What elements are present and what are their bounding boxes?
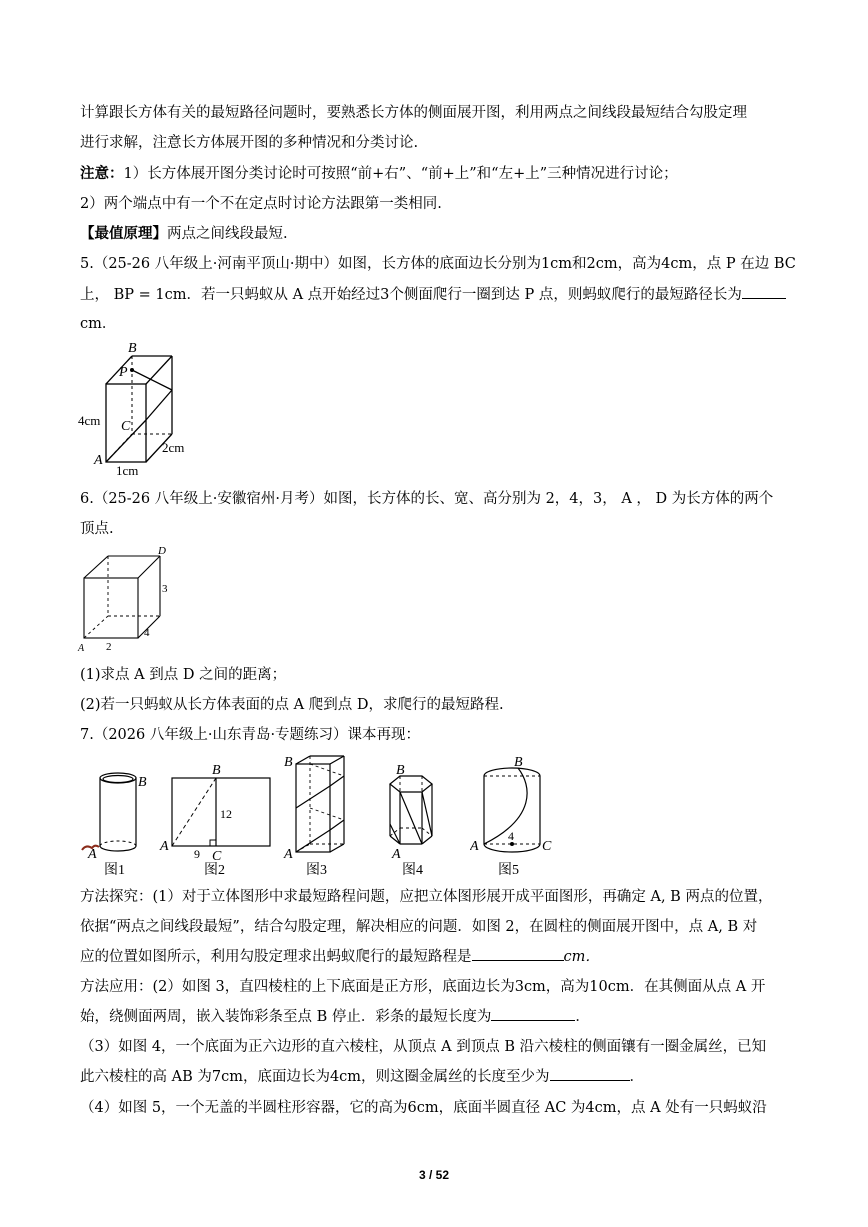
q6-sub-2: (2)若一只蚂蚁从长方体表面的点 A 爬到点 D，求爬行的最短路程. (80, 697, 504, 713)
q6-sub-1: (1)求点 A 到点 D 之间的距离； (80, 667, 287, 683)
q7-p3-answer-blank (550, 1080, 630, 1081)
q7-p4-line-1: （4）如图 5，一个无盖的半圆柱形容器，它的高为6cm，底面半圆直径 AC 为4cm，点 A 处有一只蚂蚁沿 (80, 1100, 767, 1116)
page-number: 3 / 52 (418, 1168, 450, 1182)
label-a: A (160, 839, 169, 854)
caption: 图4 (402, 863, 423, 878)
q7-p2-line-2 (80, 1008, 590, 1026)
label-b: B (284, 755, 293, 770)
q7-p2-line-1: 方法应用：(2）如图 3，直四棱柱的上下底面是正方形，底面边长为3cm，高为10cm．在其侧面从点 A 开 (80, 979, 766, 995)
q7-fig3-prism (282, 752, 362, 880)
label-b: B (212, 764, 221, 778)
q7-p3-line-1: （3）如图 4，一个底面为正六边形的直六棱柱，从顶点 A 到顶点 B 沿六棱柱的侧面镶有一圈金属丝，已知 (80, 1039, 767, 1055)
label-b: B (514, 756, 523, 770)
label-d: D (158, 545, 166, 557)
principle-text: 两点之间线段最短. (167, 226, 288, 242)
q5-answer-blank (742, 298, 786, 299)
caption: 图1 (104, 863, 125, 878)
q5-line-1: 5.（25-26 八年级上·河南平顶山·期中）如图，长方体的底面边长分别为1cm和2cm，高为4cm，点 P 在边 BC (80, 256, 796, 272)
q7-p1-line-3 (80, 948, 600, 966)
q7-p1-line-2: 依据“两点之间线段最短”，结合勾股定理，解决相应的问题．如图 2，在圆柱的侧面展开图中，点 A, B 对 (80, 919, 758, 935)
q5-line-2-text: 上， BP = 1cm．若一只蚂蚁从 A 点开始经过3个侧面爬行一圈到达 P 点，则蚂蚁爬行的最短路径长为 (80, 287, 742, 303)
label-width: 9 (194, 847, 200, 861)
q7-fig5-halfcylinder (470, 756, 560, 880)
note-line-2: 2）两个端点中有一个不在定点时讨论方法跟第一类相同. (80, 196, 442, 212)
caption: 图5 (498, 863, 519, 878)
q7-p1-line-1: 方法探究：(1）对于立体图形中求最短路程问题，应把立体图形展开成平面图形，再确定 A, B 两点的位置， (80, 889, 773, 905)
q7-p1-unit: cm． (563, 949, 600, 965)
q7-p3-end: ． (629, 1069, 645, 1085)
label-a: A (78, 643, 85, 654)
label-a: A (392, 847, 401, 862)
q6-box-figure (74, 544, 184, 656)
caption: 图2 (204, 863, 225, 878)
q7-fig1-cylinder (78, 764, 158, 880)
label-a: A (94, 453, 103, 468)
label-a: A (284, 847, 293, 862)
principle-label: 【最值原理】 (80, 225, 167, 242)
label-a: A (88, 847, 97, 862)
label-b: B (138, 775, 147, 790)
q5-line-3: cm． (80, 316, 117, 332)
intro-line-2: 进行求解，注意长方体展开图的多种情况和分类讨论. (80, 135, 419, 151)
label-height: 3 (162, 583, 168, 595)
intro-line-1: 计算跟长方体有关的最短路径问题时，要熟悉长方体的侧面展开图，利用两点之间线段最短结合勾股定理 (80, 105, 747, 121)
label-b: B (396, 764, 405, 778)
note-label: 注意： (80, 165, 124, 182)
label-width: 2cm (162, 440, 185, 455)
label-c: C (542, 839, 552, 854)
q5-box-figure (78, 340, 208, 480)
label-length: 1cm (116, 463, 139, 478)
q7-p1-answer-blank (472, 960, 564, 961)
q7-p3-line-2-text: 此六棱柱的高 AB 为7cm，底面边长为4cm，则这圈金属丝的长度至少为 (80, 1069, 550, 1085)
q7-fig2-rectangle (158, 764, 278, 880)
q7-fig4-hexprism (380, 764, 460, 880)
q6-line-2: 顶点. (80, 521, 114, 537)
principle-line (80, 225, 288, 243)
q5-line-2 (80, 286, 786, 304)
q7-p2-line-2-text: 始，绕侧面两周，嵌入装饰彩条至点 B 停止．彩条的最短长度为 (80, 1009, 492, 1025)
note-text-1: 1）长方体展开图分类讨论时可按照“前+右”、“前+上”和“左+上”三种情况进行讨论； (123, 166, 678, 182)
q7-p1-line-3-text: 应的位置如图所示，利用勾股定理求出蚂蚁爬行的最短路程是 (80, 949, 472, 965)
q6-line-1: 6.（25-26 八年级上·安徽宿州·月考）如图，长方体的长、宽、高分别为 2，4，3， A ， D 为长方体的两个 (80, 491, 774, 507)
label-c: C (121, 419, 131, 434)
label-width: 4 (144, 627, 150, 639)
q7-p2-end: ． (575, 1009, 590, 1025)
q7-p2-answer-blank (491, 1020, 575, 1021)
q7-line-1: 7.（2026 八年级上·山东青岛·专题练习）课本再现： (80, 727, 421, 743)
note-line-1 (80, 165, 678, 183)
label-c: C (212, 849, 222, 864)
label-radius: 4 (508, 829, 514, 843)
label-a: A (470, 839, 479, 854)
label-height: 12 (220, 807, 232, 821)
label-b: B (128, 341, 137, 356)
label-p: P (119, 365, 128, 380)
caption: 图3 (306, 863, 327, 878)
label-height: 4cm (78, 413, 101, 428)
point-p-dot (130, 368, 134, 372)
q7-p3-line-2 (80, 1068, 644, 1086)
label-length: 2 (106, 641, 112, 653)
